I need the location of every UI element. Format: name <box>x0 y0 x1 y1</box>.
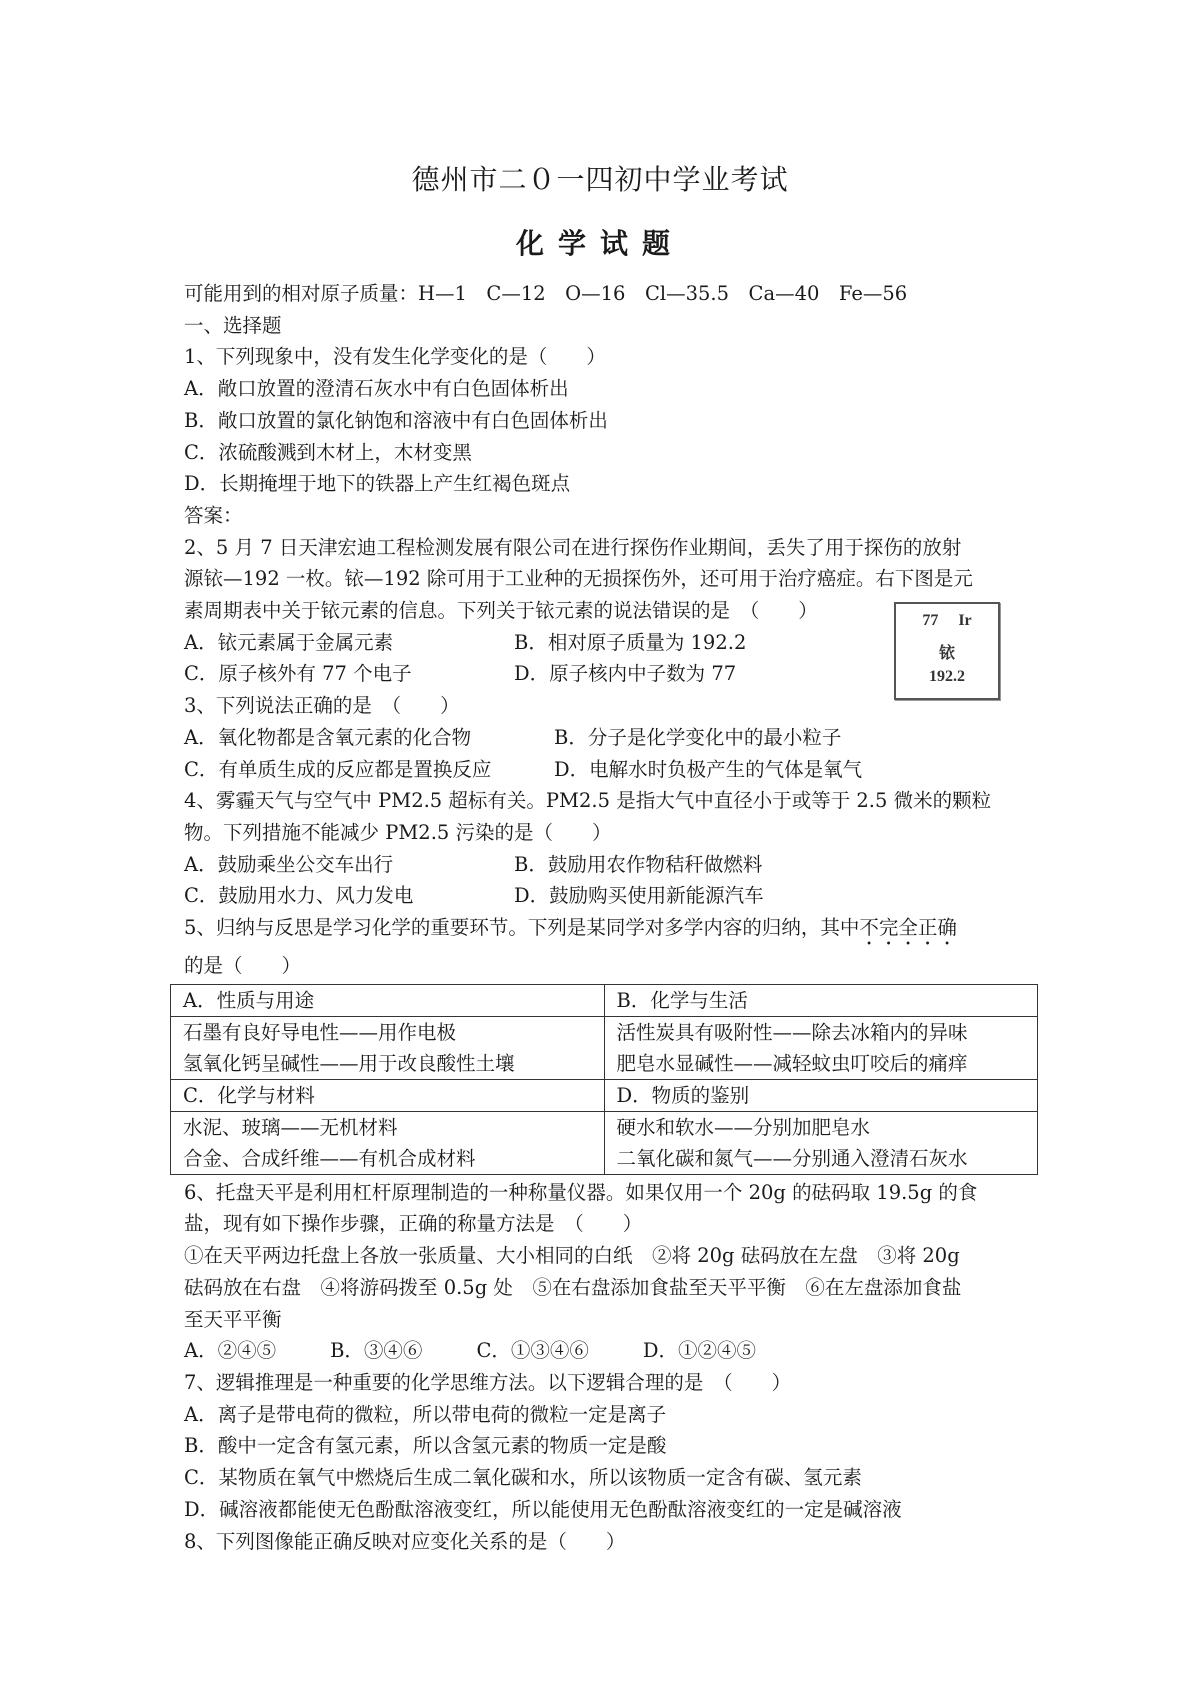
option-a: A．敞口放置的澄清石灰水中有白色固体析出 <box>184 377 569 401</box>
option-d: D．鼓励购买使用新能源汽车 <box>514 884 764 908</box>
option-d: D．长期掩埋于地下的铁器上产生红褐色斑点 <box>184 472 571 496</box>
question-stem-line: 素周期表中关于铱元素的信息。下列关于铱元素的说法错误的是 （ ） <box>184 599 818 623</box>
question-stem-line: 盐，现有如下操作步骤，正确的称量方法是 （ ） <box>184 1212 643 1236</box>
table-cell: 活性炭具有吸附性——除去冰箱内的异味 肥皂水显碱性——减轻蚊虫叮咬后的痛痒 <box>604 1016 1038 1079</box>
option-c: C．浓硫酸溅到木材上，木材变黑 <box>184 440 472 464</box>
question-stem: 1、下列现象中，没有发生化学变化的是（ ） <box>184 345 606 369</box>
section-heading: 一、选择题 <box>184 313 282 337</box>
option-c: C．①③④⑥ <box>476 1339 589 1363</box>
answer-label: 答案： <box>184 503 243 527</box>
question-6 <box>184 1177 1034 1367</box>
option-c: C．鼓励用水力、风力发电 <box>184 884 414 908</box>
atomic-masses: 可能用到的相对原子质量：H—1 C—12 O—16 Cl—35.5 Ca—40 Fe—56 <box>184 282 908 305</box>
option-a: A．②④⑤ <box>184 1339 277 1363</box>
table-cell: 水泥、玻璃——无机材料 合金、合成纤维——有机合成材料 <box>171 1111 605 1174</box>
question-stem-line: 至天平平衡 <box>184 1307 282 1331</box>
question-stem-line: 5、归纳与反思是学习化学的重要环节。下列是某同学对多学内容的归纳，其中不完全正确 <box>184 916 957 940</box>
question-stem-line: 4、雾霾天气与空气中 PM2.5 超标有关。PM2.5 是指大气中直径小于或等于 2.5 微米的颗粒 <box>184 789 992 813</box>
question-stem-line: 6、托盘天平是利用杠杆原理制造的一种称量仪器。如果仅用一个 20g 的砝码取 19.5g 的食 <box>184 1180 978 1204</box>
option-d: D．电解水时负极产生的气体是氧气 <box>554 757 863 781</box>
question-7 <box>184 1367 1034 1526</box>
question-stem-line: 物。下列措施不能减少 PM2.5 污染的是（ ） <box>184 820 612 844</box>
option-a: A．离子是带电荷的微粒，所以带电荷的微粒一定是离子 <box>184 1402 667 1426</box>
table-cell-header: D．物质的鉴别 <box>604 1079 1038 1111</box>
option-d: D．碱溶液都能使无色酚酞溶液变红，所以能使用无色酚酞溶液变红的一定是碱溶液 <box>184 1497 902 1521</box>
option-c: C．某物质在氧气中燃烧后生成二氧化碳和水，所以该物质一定含有碳、氢元素 <box>184 1466 862 1490</box>
option-a: A．铱元素属于金属元素 <box>184 630 394 654</box>
summary-table <box>170 984 1038 1175</box>
table-cell-header: B．化学与生活 <box>604 984 1038 1016</box>
question-3 <box>184 690 1034 785</box>
subject-title: 化学试题 <box>515 227 684 260</box>
option-b: B．鼓励用农作物秸秆做燃料 <box>514 852 763 876</box>
question-5 <box>184 912 1034 1175</box>
element-mass: 192.2 <box>929 668 965 685</box>
option-b: B．酸中一定含有氢元素，所以含氢元素的物质一定是酸 <box>184 1434 667 1458</box>
element-name: 铱 <box>938 645 955 662</box>
table-cell: 石墨有良好导电性——用作电极 氢氧化钙呈碱性——用于改良酸性土壤 <box>171 1016 605 1079</box>
element-number: 77 <box>922 612 939 629</box>
option-d: D．原子核内中子数为 77 <box>514 662 737 686</box>
option-a: A．鼓励乘坐公交车出行 <box>184 852 394 876</box>
question-2 <box>184 532 1034 691</box>
table-cell: 硬水和软水——分别加肥皂水 二氧化碳和氮气——分别通入澄清石灰水 <box>604 1111 1038 1174</box>
option-b: B．分子是化学变化中的最小粒子 <box>554 725 842 749</box>
question-4 <box>184 785 1034 912</box>
option-b: B．③④⑥ <box>330 1339 423 1363</box>
option-b: B．敞口放置的氯化钠饱和溶液中有白色固体析出 <box>184 408 608 432</box>
question-stem: 8、下列图像能正确反映对应变化关系的是（ ） <box>184 1529 626 1553</box>
question-stem-line: 的是（ ） <box>184 954 302 978</box>
table-cell-header: A．性质与用途 <box>171 984 605 1016</box>
table-cell-header: C．化学与材料 <box>171 1079 605 1111</box>
option-d: D．①②④⑤ <box>642 1339 756 1363</box>
option-b: B．相对原子质量为 192.2 <box>514 630 747 654</box>
question-stem-line: 源铱—192 一枚。铱—192 除可用于工业种的无损探伤外，还可用于治疗癌症。右下图是元 <box>184 567 973 591</box>
question-1 <box>184 341 1034 531</box>
question-8 <box>184 1526 1034 1558</box>
emphasized-text: 不完全正确 <box>859 916 957 940</box>
question-stem-line: 2、5 月 7 日天津宏迪工程检测发展有限公司在进行探伤作业期间，丢失了用于探伤的放射 <box>184 535 962 559</box>
exam-content <box>184 278 1034 1557</box>
question-stem-line: ①在天平两边托盘上各放一张质量、大小相同的白纸 ②将 20g 砝码放在左盘 ③将 20g <box>184 1244 960 1268</box>
question-stem-line: 砝码放在右盘 ④将游码拨至 0.5g 处 ⑤在右盘添加食盐至天平平衡 ⑥在左盘添加食盐 <box>184 1275 962 1299</box>
question-stem: 7、逻辑推理是一种重要的化学思维方法。以下逻辑合理的是 （ ） <box>184 1370 792 1394</box>
option-a: A．氧化物都是含氧元素的化合物 <box>184 725 472 749</box>
exam-title: 德州市二０一四初中学业考试 <box>411 163 789 196</box>
option-c: C．原子核外有 77 个电子 <box>184 662 412 686</box>
question-stem: 3、下列说法正确的是 （ ） <box>184 694 460 718</box>
option-c: C．有单质生成的反应都是置换反应 <box>184 757 492 781</box>
element-symbol: Ir <box>958 612 972 629</box>
